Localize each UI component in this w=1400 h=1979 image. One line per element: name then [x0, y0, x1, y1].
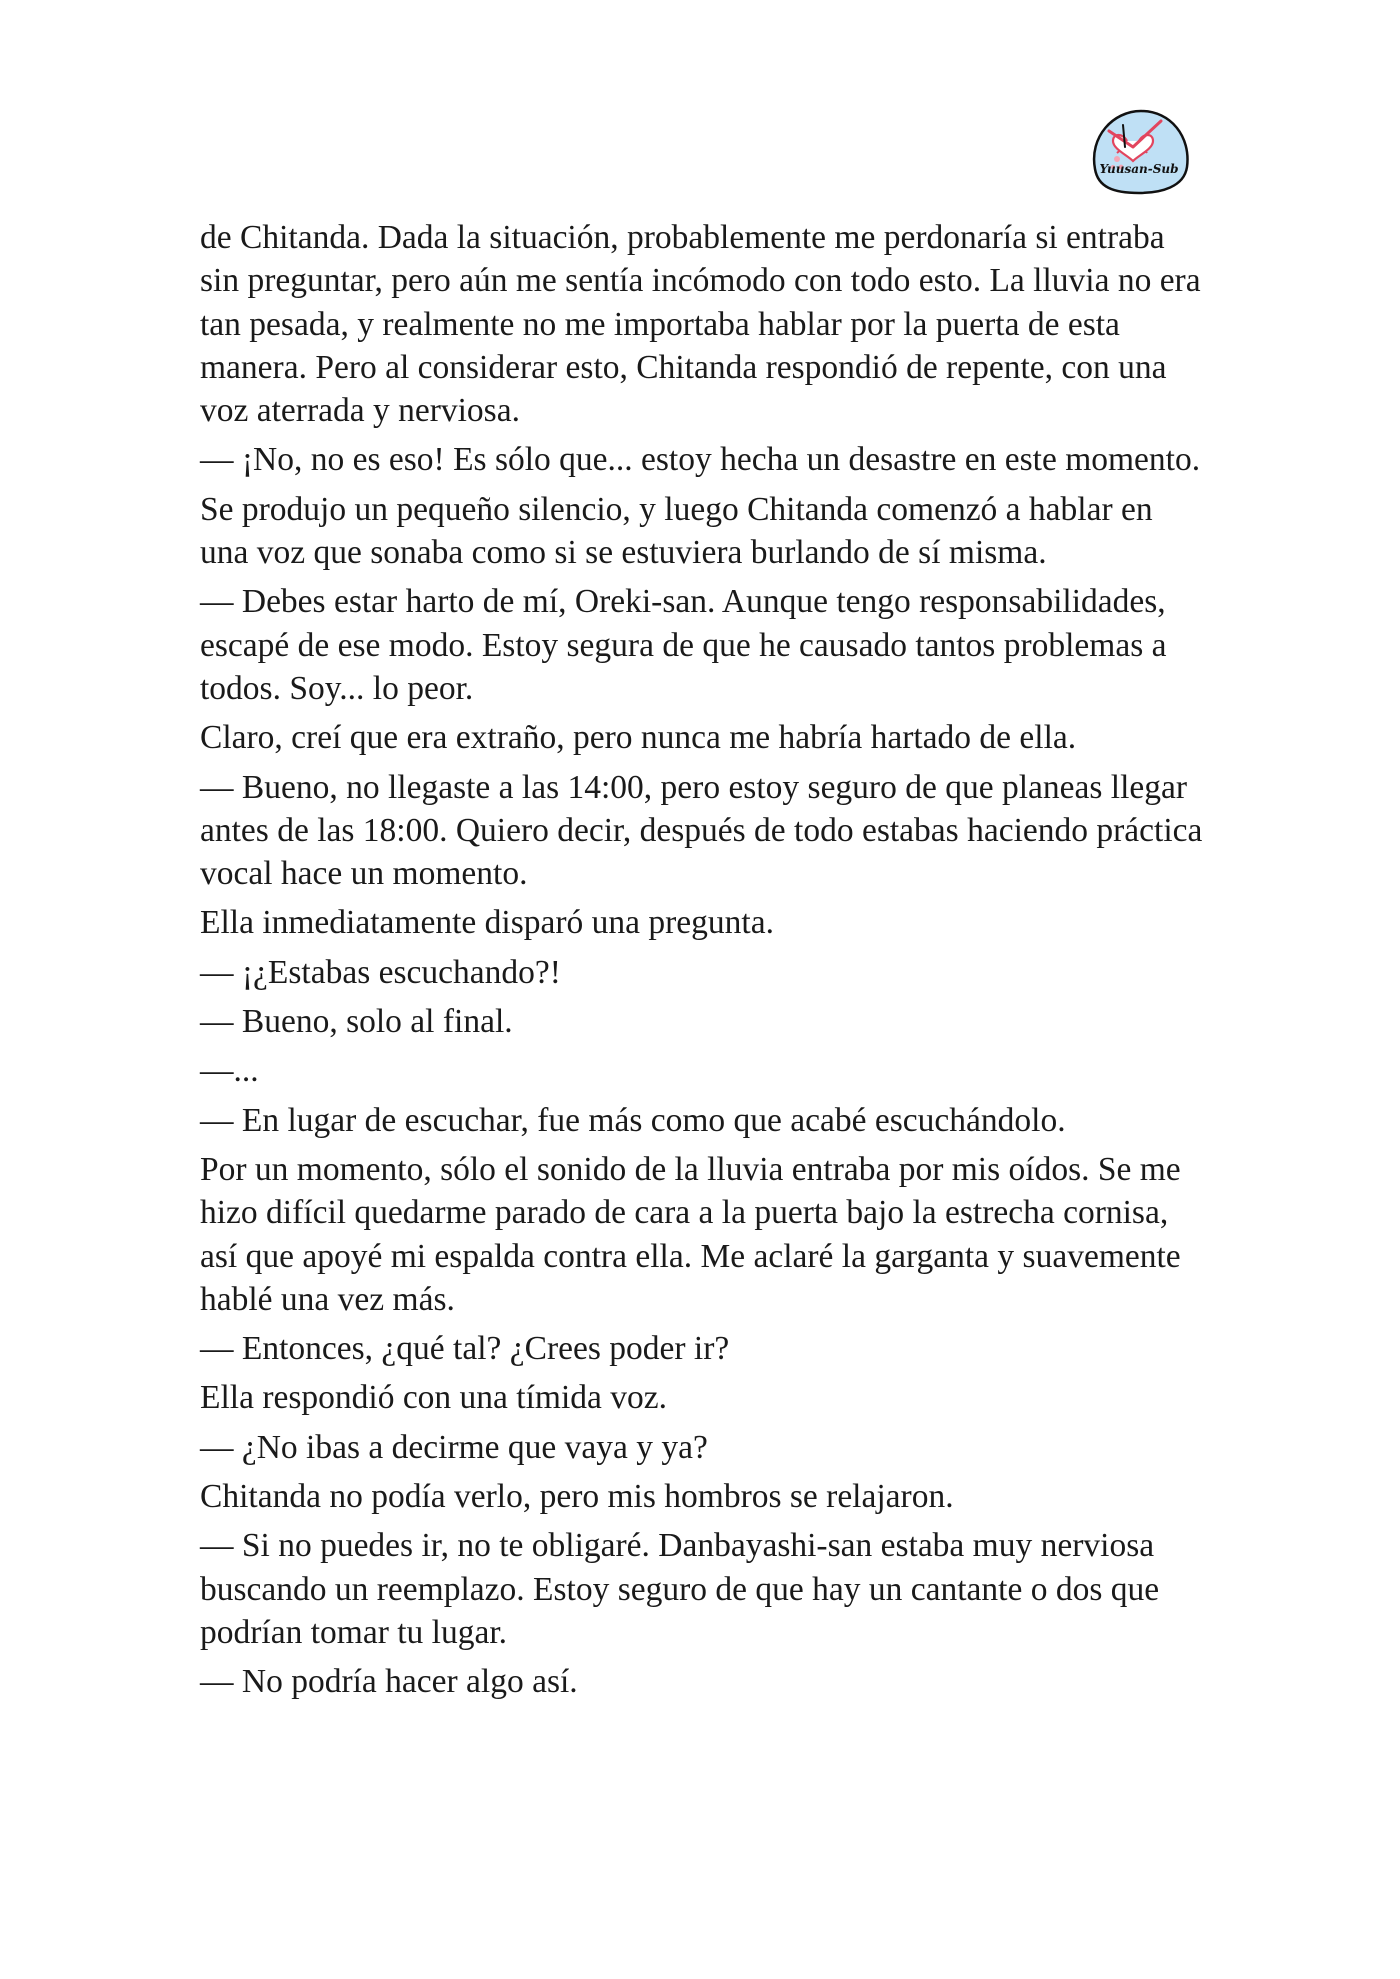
watermark-logo	[1083, 107, 1195, 197]
paragraph: — En lugar de escuchar, fue más como que acabé escuchándolo.	[200, 1101, 1066, 1139]
paragraph: — ¿No ibas a decirme que vaya y ya?	[200, 1428, 708, 1466]
paragraph: — Si no puedes ir, no te obligaré. Danbayashi-san estaba muy nerviosa buscando un reemplazo. Estoy seguro de que hay un cantante o dos que podrían tomar tu lugar.	[200, 1527, 1160, 1651]
document-body	[200, 216, 1205, 1710]
paragraph: Claro, creí que era extraño, pero nunca me habría hartado de ella.	[200, 719, 1077, 757]
paragraph: — Bueno, no llegaste a las 14:00, pero estoy seguro de que planeas llegar antes de las 18:00. Quiero decir, después de todo estabas haciendo práctica vocal hace un momento.	[200, 768, 1203, 893]
paragraph: de Chitanda. Dada la situación, probablemente me perdonaría si entraba sin preguntar, pero aún me sentía incómodo con todo esto. La lluvia no era tan pesada, y realmente no me importaba hablar por la puerta de esta manera. Pero al considerar esto, Chitanda respondió de repente, con una voz aterrada y nerviosa.	[200, 219, 1201, 430]
paragraph: —...	[200, 1052, 259, 1090]
paragraph: — Bueno, solo al final.	[200, 1003, 513, 1041]
paragraph: — Debes estar harto de mí, Oreki-san. Aunque tengo responsabilidades, escapé de ese modo. Estoy segura de que he causado tantos problemas a todos. Soy... lo peor.	[200, 583, 1167, 707]
paragraph: Por un momento, sólo el sonido de la lluvia entraba por mis oídos. Se me hizo difícil quedarme parado de cara a la puerta bajo la estrecha cornisa, así que apoyé mi espalda contra ella. Me aclaré la garganta y suavemente hablé una vez más.	[200, 1150, 1181, 1318]
paragraph: Ella respondió con una tímida voz.	[200, 1379, 668, 1417]
paragraph: — ¡No, no es eso! Es sólo que... estoy hecha un desastre en este momento.	[200, 441, 1201, 479]
logo-text: Yuusan-Sub	[1099, 162, 1179, 176]
paragraph: — Entonces, ¿qué tal? ¿Crees poder ir?	[200, 1330, 730, 1368]
heart-bird-logo-icon	[1083, 107, 1195, 197]
paragraph: Chitanda no podía verlo, pero mis hombros se relajaron.	[200, 1478, 954, 1516]
paragraph: — ¡¿Estabas escuchando?!	[200, 953, 561, 991]
paragraph: Ella inmediatamente disparó una pregunta.	[200, 904, 774, 942]
paragraph: Se produjo un pequeño silencio, y luego Chitanda comenzó a hablar en una voz que sonaba como si se estuviera burlando de sí misma.	[200, 490, 1153, 572]
paragraph: — No podría hacer algo así.	[200, 1663, 578, 1701]
